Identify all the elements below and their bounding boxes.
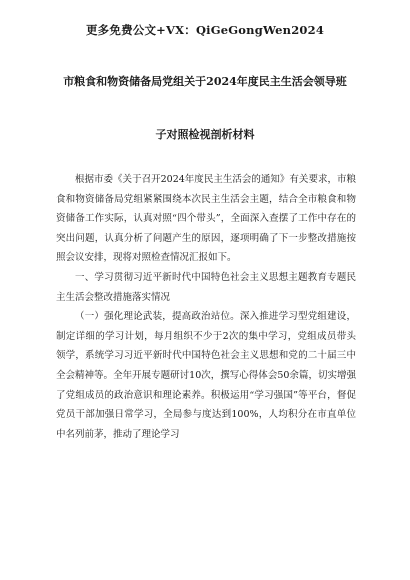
document-body [56,170,356,444]
section-heading: 一、学习贯彻习近平新时代中国特色社会主义思想主题教育专题民主生活会整改措施落实情况 [56,271,356,303]
body-paragraph: （一）强化理论武装，提高政治站位。深入推进学习型党组建设，制定详细的学习计划，每月组织不少于2次的集中学习，党组成员带头领学，系统学习习近平新时代中国特色社会主义思想和党的二十届三中全会精神等。全年开展专题研讨10次，撰写心得体会50余篇，切实增强了党组成员的政治意识和理论素养。积极运用“学习强国”等平台，督促党员干部加强日常学习，全局参与度达到100%，人均积分在市直单位中名列前茅，推动了理论学习 [56,311,356,440]
document-title-line-2: 子对照检视剖析材料 [155,128,255,141]
body-paragraph: 根据市委《关于召开2024年度民主生活会的通知》有关要求，市粮食和物资储备局党组紧紧围绕本次民主生活会主题，结合全市粮食和物资储备工作实际，认真对照“四个带头”，全面深入查摆了工作中存在的突出问题，认真分析了问题产生的原因，逐项明确了下一步整改措施按照会议安排，现将对照检查情况汇报如下。 [56,174,356,264]
header-banner: 更多免费公文+VX：QiGeGongWen2024 [85,23,325,37]
document-title-line-1: 市粮食和物资储备局党组关于2024年度民主生活会领导班 [63,75,347,88]
